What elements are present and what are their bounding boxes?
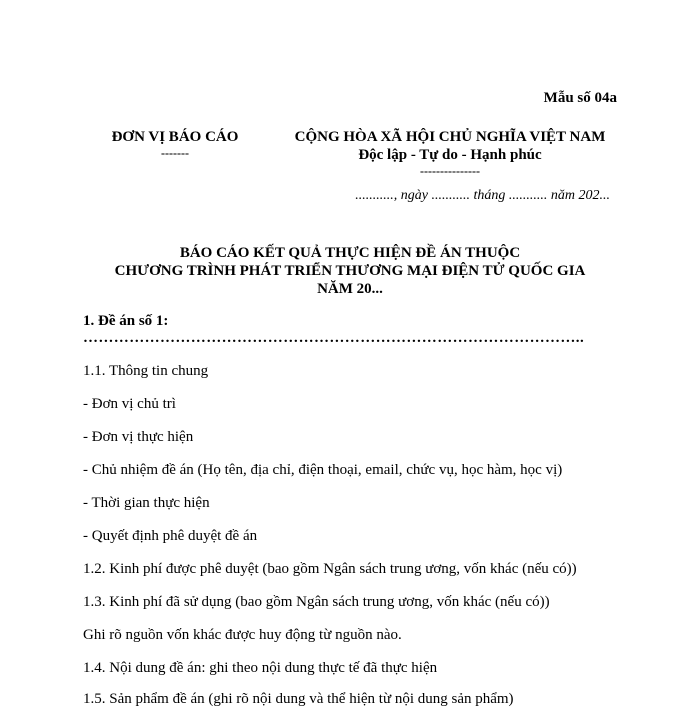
reporting-unit-dash: ------- — [161, 146, 189, 160]
section-1-dots: …………………………………………………………………………………….. — [83, 330, 585, 346]
report-title — [0, 244, 700, 298]
body-line: 1.5. Sản phẩm đề án (ghi rõ nội dung và thể hiện từ nội dung sản phẩm) — [83, 691, 514, 707]
body-line: 1.2. Kinh phí được phê duyệt (bao gồm Ngân sách trung ương, vốn khác (nếu có)) — [83, 561, 577, 577]
date-line: ..........., ngày ........... tháng ........... năm 202... — [355, 188, 610, 203]
body-line: 1.4. Nội dung đề án: ghi theo nội dung thực tế đã thực hiện — [83, 660, 438, 676]
body-line: - Quyết định phê duyệt đề án — [83, 528, 258, 544]
nation-title: CỘNG HÒA XÃ HỘI CHỦ NGHĨA VIỆT NAM — [294, 129, 606, 145]
reporting-unit-label: ĐƠN VỊ BÁO CÁO — [111, 129, 239, 145]
body-line: - Chủ nhiệm đề án (Họ tên, địa chỉ, điện thoại, email, chức vụ, học hàm, học vị) — [83, 462, 563, 478]
body-line: - Thời gian thực hiện — [83, 495, 210, 511]
motto-dash: --------------- — [420, 164, 480, 178]
body-line: - Đơn vị thực hiện — [83, 429, 194, 445]
body-line: - Đơn vị chủ trì — [83, 396, 176, 412]
reporting-unit-block — [95, 128, 255, 160]
national-header-block — [270, 128, 630, 178]
title-line-1: BÁO CÁO KẾT QUẢ THỰC HIỆN ĐỀ ÁN THUỘC — [179, 245, 521, 261]
body-line: 1.3. Kinh phí đã sử dụng (bao gồm Ngân sách trung ương, vốn khác (nếu có)) — [83, 594, 550, 610]
section-1-heading: 1. Đề án số 1: — [83, 313, 169, 329]
title-line-2: CHƯƠNG TRÌNH PHÁT TRIỂN THƯƠNG MẠI ĐIỆN TỬ QUỐC GIA — [114, 263, 586, 279]
form-number: Mẫu số 04a — [543, 90, 617, 106]
title-line-3: NĂM 20... — [317, 281, 383, 297]
body-line: 1.1. Thông tin chung — [83, 363, 209, 379]
body-line: Ghi rõ nguồn vốn khác được huy động từ nguồn nào. — [83, 627, 402, 643]
motto: Độc lập - Tự do - Hạnh phúc — [358, 147, 542, 163]
